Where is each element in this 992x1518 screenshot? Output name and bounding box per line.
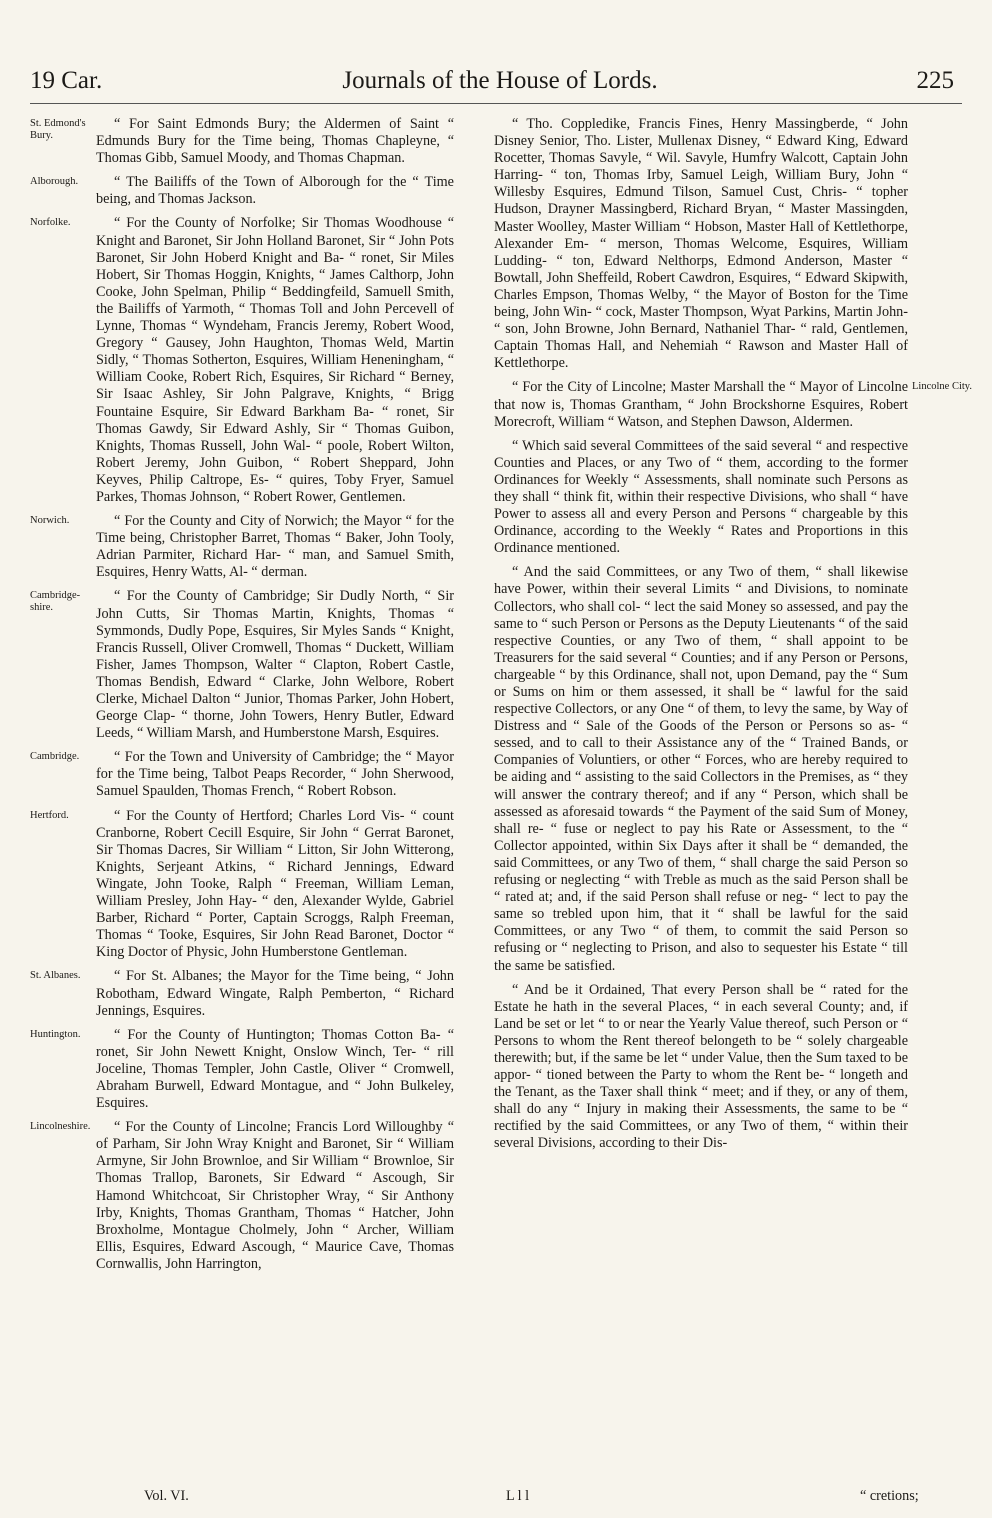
paragraph [30, 174, 454, 208]
signature-mark: L l l [506, 1488, 530, 1504]
paragraph-text: “ For the County of Huntington; Thomas Cotton Ba- “ ronet, Sir John Newett Knight, Onslow Winch, Ter- “ rill Joceline, Thomas Templer, John Castle, Oliver “ Cromwell, Abraham Burwell, Edward Montague, and “ John Bulkeley, Esquires. [96, 1026, 454, 1112]
running-head-regnal-year: 19 Car. [30, 67, 103, 94]
paragraph-text: “ Which said several Committees of the said several “ and respective Counties and Places, or any Two of “ them, according to the former Ordinances for Weekly “ Assessments, shall nominate such Persons as they shall “ think fit, within their respective Divisions, who shall “ have Power to assess all and every Person and Persons “ chargeable by this Ordinance, according to the Weekly “ Rates and Proportions in this Ordinance mentioned. [494, 437, 908, 557]
paragraph-text: “ For the County of Cambridge; Sir Dudly North, “ Sir John Cutts, Sir Thomas Martin, Knights, Thomas “ Symmonds, Dudly Pope, Esquires, Sir Myles Sands “ Knight, Francis Russell, Oliver Cromwell, Thomas “ Duckett, William Fisher, James Thompson, Walter “ Clapton, Robert Castle, Thomas Bendish, Edward “ Clarke, John Welbore, Robert Clerke, Michael Dalton “ Junior, Thomas Parker, John Hobert, George Clap- “ thorne, John Towers, Henry Butler, Edward Leeds, “ William Marsh, and Humberstone Marsh, Esquires. [96, 588, 454, 742]
paragraph-text: “ For the City of Lincolne; Master Marshall the “ Mayor of Lincolne that now is, Thomas Grantham, “ John Brockshorne Esquires, Robert Morecroft, William “ Watson, and Stephen Dawson, Aldermen. [494, 379, 908, 430]
paragraph-text: “ For the County of Norfolke; Sir Thomas Woodhouse “ Knight and Baronet, Sir John Holland Baronet, Sir “ John Pots Baronet, Sir John Hoberd Knight and Ba- “ ronet, Sir Miles Hobert, Sir Thomas Hoggin, Knights, “ James Calthorp, John Cooke, John Spelman, Philip “ Beddingfeild, Samuell Smith, the Bailiffs of Yarmoth, “ Thomas Toll and John Percevell of Lynne, Thomas “ Wyndeham, Francis Jeremy, Robert Wood, Gregory “ Gausey, John Haughton, Thomas Weld, Martin Sidly, “ Thomas Sotherton, Esquires, William Heneningham, “ William Cooke, Robert Rich, Esquires, Sir Richard “ Berney, Sir Isaac Ashley, Sir John Palgrave, Knights, “ Brigg Fountaine Esquire, Sir Edward Barkham Ba- “ ronet, Sir Thomas Gawdy, Sir Edward Ashly, Sir “ Thomas Guibon, Knights, Thomas Russell, John Wal- “ poole, Robert Wilton, Robert Jeremy, John Guibon, “ Robert Sheppard, John Keyves, Philip Caltrope, Es- “ quires, Toby Fryer, Samuel Parkes, Thomas Johnson, “ Robert Rower, Gentlemen. [96, 215, 454, 505]
page-number: 225 [916, 67, 954, 94]
margin-note: St. Albanes. [30, 970, 81, 982]
margin-note: Hertford. [30, 809, 69, 821]
paragraph-text: “ The Bailiffs of the Town of Alborough for the “ Time being, and Thomas Jackson. [96, 174, 454, 208]
paragraph [30, 749, 454, 800]
paragraph [30, 116, 454, 167]
header-rule [30, 103, 962, 104]
paragraph [30, 1026, 454, 1112]
paragraph [30, 513, 454, 581]
paragraph [494, 982, 908, 1153]
paragraph [494, 116, 908, 372]
right-column [494, 116, 972, 1160]
paragraph-text: “ For the Town and University of Cambridge; the “ Mayor for the Time being, Talbot Peaps Recorder, “ John Sherwood, Samuel Spaulden, Thomas French, “ Robert Robson. [96, 749, 454, 800]
margin-note: Huntington. [30, 1028, 81, 1040]
paragraph [494, 438, 908, 558]
paragraph [494, 379, 972, 430]
running-head-title: Journals of the House of Lords. [342, 67, 658, 94]
margin-note: Cambridge-shire. [30, 590, 81, 614]
catchword: “ cretions; [860, 1488, 919, 1504]
margin-note: Lincolne City. [912, 381, 972, 393]
paragraph-text: “ And be it Ordained, That every Person shall be “ rated for the Estate he hath in the several Places, “ in each several County; and, if Land be set or let “ to or near the Yearly Value thereof, such Person or “ Persons to whom the Rent thereof belongeth to be “ solely chargeable therewith; but, if the same be let “ under Value, then the Sum taxed to be appor- “ tioned between the Party to whom the Rent be- “ longeth and the Tenant, as the Taxer shall think “ meet; and if they, or any of them, shall do any “ Injury in making their Assessments, the same to be “ rectified by the said Committees, or any Two of them, “ within their several Divisions, according to their Dis- [494, 981, 908, 1152]
paragraph [494, 564, 908, 974]
paragraph-text: “ Tho. Coppledike, Francis Fines, Henry Massingberde, “ John Disney Senior, Tho. Lister, Mullenax Disney, “ Edward King, Edward Rocetter, Thomas Savyle, “ Wil. Savyle, Humfry Walcott, Captain John Harring- “ ton, Thomas Irby, Samuel Leigh, William Bury, John “ Willesby Esquires, Edmund Tilson, Samuel Cust, Chris- “ topher Hudson, Drayner Massingberd, Richard Bryan, “ Master Massingden, Master Woolley, Master William “ Hobson, Master Hall of Kettlethorpe, Alexander Em- “ merson, Thomas Welcome, Esquires, William Ludding- “ ton, Edward Nelthorps, Edmond Anderson, Master “ Bowtall, John Sheffeild, Robert Cawdron, Esquires, “ Edward Skipwith, Charles Empson, Thomas Welby, “ the Mayor of Boston for the Time being, John Win- “ cock, Master Thompson, Wyat Parkins, Martin John- “ son, John Browne, John Bernard, Nathaniel Thar- “ rald, Gentlemen, Captain Thomas Hall, and Nehemiah “ Rawson and Master Hall of Kettlethorpe. [494, 116, 908, 372]
paragraph-text: “ For St. Albanes; the Mayor for the Time being, “ John Robotham, Edward Wingate, Ralph Pemberton, “ Richard Jennings, Esquires. [96, 968, 454, 1019]
paragraph-text: “ For the County of Hertford; Charles Lord Vis- “ count Cranborne, Robert Cecill Esquire, Sir John “ Gerrat Baronet, Sir Thomas Dacres, Sir William “ Litton, Sir John Witterong, Knights, Serjeant Atkins, “ Richard Jennings, Edward Wingate, John Tooke, Ralph “ Freeman, William Leman, William Presley, John Hay- “ den, Alexander Wylde, Gabriel Barber, Richard “ Porter, Captain Scroggs, Ralph Freeman, Thomas “ Tooke, Esquires, Sir John Read Baronet, Doctor “ King Doctor of Physic, John Humberstone Gentleman. [96, 807, 454, 961]
paragraph [30, 1119, 454, 1273]
left-column [30, 116, 454, 1280]
paragraph [30, 588, 454, 742]
margin-note: Lincolneshire. [30, 1121, 91, 1133]
paragraph [30, 807, 454, 962]
paragraph [30, 968, 454, 1019]
margin-note: Norfolke. [30, 217, 71, 229]
margin-note: Norwich. [30, 515, 70, 527]
margin-note: Alborough. [30, 176, 79, 188]
paragraph-text: “ For Saint Edmonds Bury; the Aldermen of Saint “ Edmunds Bury for the Time being, Thomas Chapleyne, “ Thomas Gibb, Samuel Moody, and Thomas Chapman. [96, 116, 454, 167]
paragraph-text: “ For the County and City of Norwich; the Mayor “ for the Time being, Christopher Barret, Thomas “ Baker, John Tooly, Adrian Parmiter, Richard Har- “ man, and Samuel Smith, Esquires, Henry Watts, Al- “ derman. [96, 513, 454, 581]
volume-mark: Vol. VI. [144, 1488, 189, 1504]
paragraph [30, 215, 454, 506]
margin-note: St. Edmond's Bury. [30, 118, 86, 141]
paragraph-text: “ And the said Committees, or any Two of them, “ shall likewise have Power, within their several Limits “ and Divisions, to nominate Collectors, who shall col- “ lect the said Money so assessed, and pay the same to “ such Person or Persons as the Deputy Lieutenants “ of the said respective Counties, or any Two of them, “ shall appoint to be Treasurers for the said several “ Counties; and if any Person or Persons, chargeable “ by this Ordinance, shall not, upon Demand, pay the “ Sum or Sums on him or them assessed, it shall be “ lawful for the said respective Collectors, or any One “ of them, to levy the same, by Way of Distress and “ Sale of the Goods of the Person or Persons so as- “ sessed, and to call to their Assistance any of the “ Trained Bands, or Companies of Voluntiers, or other “ Forces, who are hereby required to be aiding and “ assisting to the said Collectors in the Premises, as “ they will answer the contrary thereof; and if any “ Person, which shall be assessed as aforesaid towards “ the Payment of the said Sum of Money, shall re- “ fuse or neglect to pay his Rate or Assessment, to the “ Collector appointed, within Six Days after it shall be “ demanded, the said Committees, or any Two of them, “ shall charge the said Person so refusing or neglecting “ with Treble as much as the said Person shall be “ rated at; and, if the said Person shall refuse or neg- “ lect to pay the same so trebled upon him, that it “ shall be lawful for the said Committees, or any Two “ of them, to commit the said Person so refusing or “ neglecting to Prison, and also to sequester his Estate “ till the same be satisfied. [494, 564, 908, 974]
margin-note: Cambridge. [30, 751, 80, 763]
paragraph-text: “ For the County of Lincolne; Francis Lord Willoughby “ of Parham, Sir John Wray Knight and Baronet, Sir “ William Armyne, Sir John Brownloe, and Sir William “ Brownloe, Sir Thomas Trallop, Baronets, Sir Edward “ Ascough, Sir Hamond Whitchcoat, Sir Christopher Wray, “ Sir Anthony Irby, Knights, Thomas Grantham, Thomas “ Hatcher, John Broxholme, Montague Cholmely, John “ Archer, William Ellis, Esquires, Edward Ascough, “ Maurice Cave, Thomas Cornwallis, John Harrington, [96, 1119, 454, 1272]
